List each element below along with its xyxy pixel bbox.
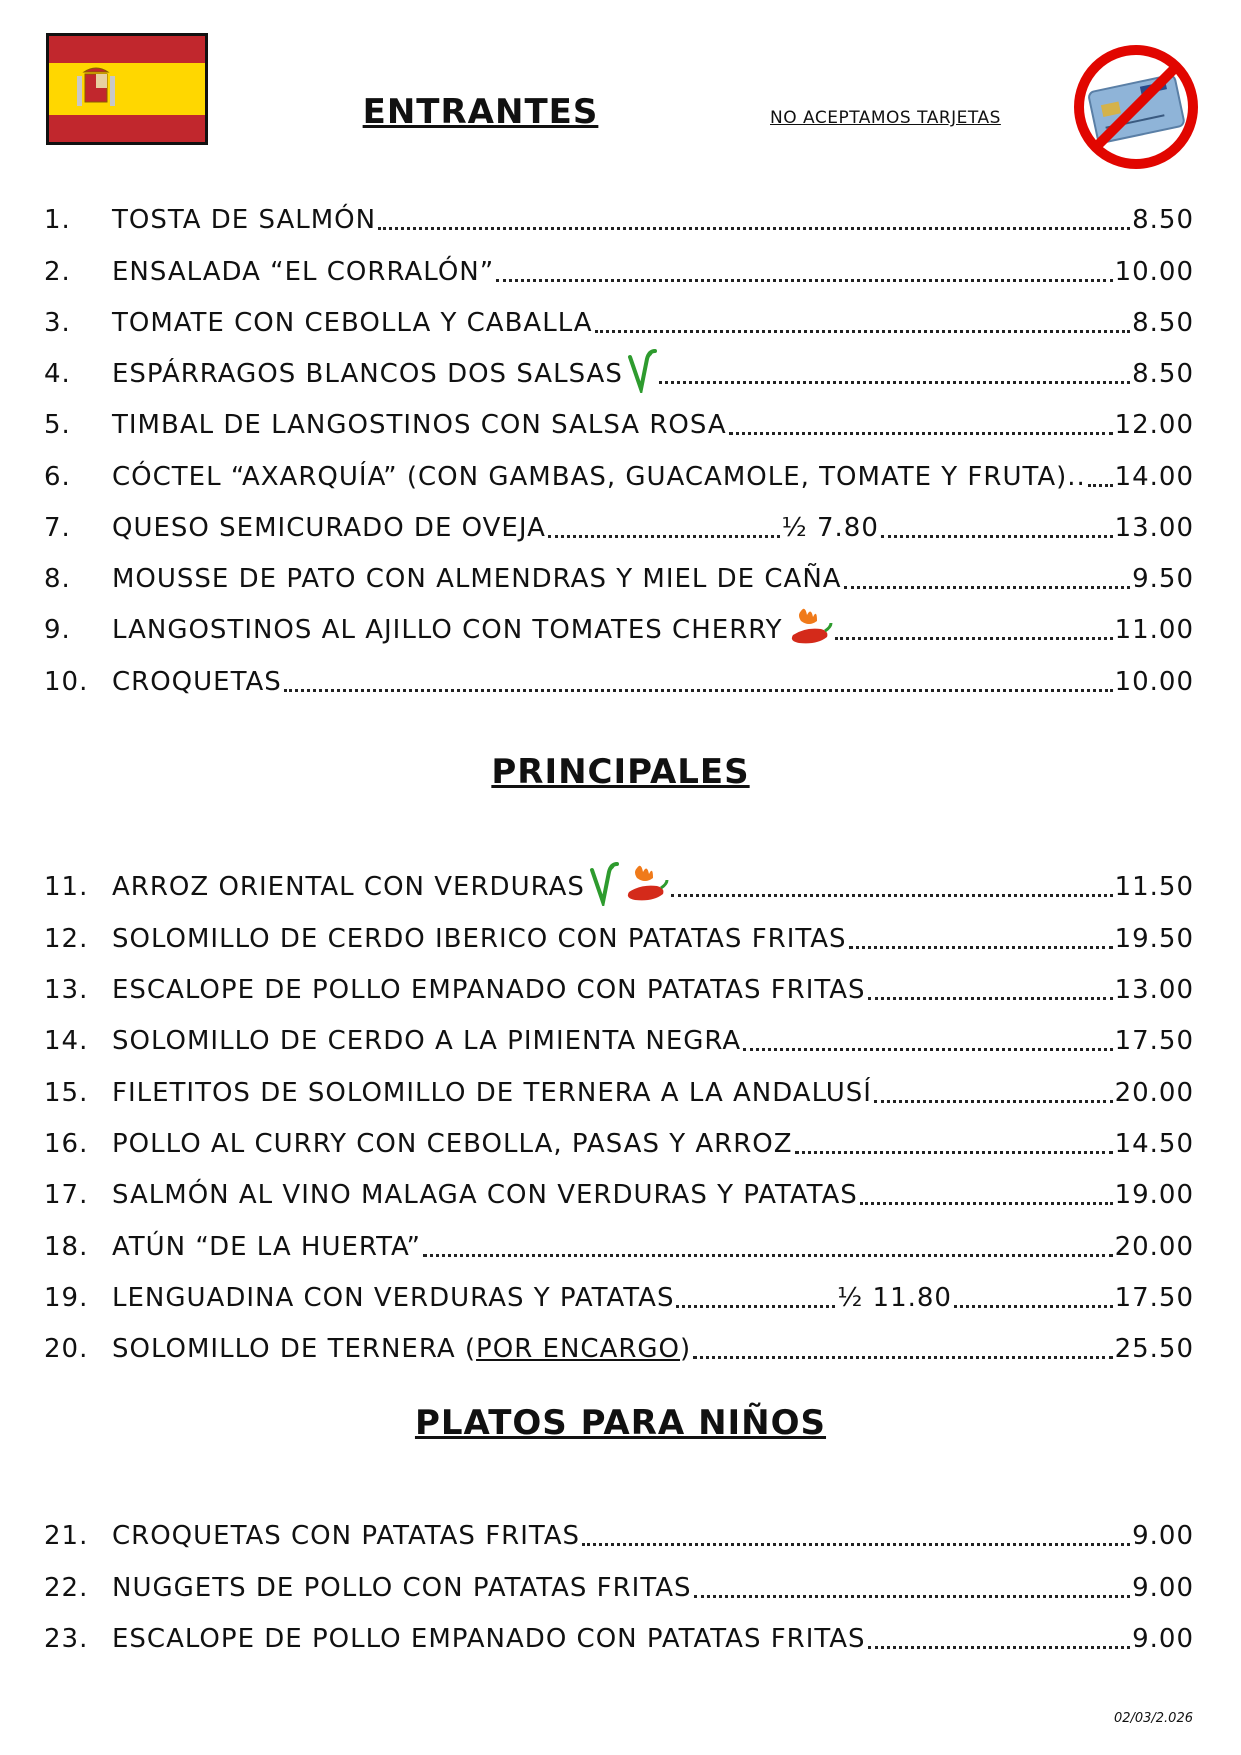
menu-item: [44, 457, 1194, 497]
item-name: SOLOMILLO DE CERDO A LA PIMIENTA NEGRA: [112, 1026, 742, 1056]
dot-leader: [659, 381, 1130, 384]
menu-item: [44, 200, 1194, 240]
item-number: 15.: [44, 1078, 89, 1108]
item-number: 23.: [44, 1624, 89, 1654]
menu-item: [44, 1124, 1194, 1164]
dot-leader: [595, 330, 1131, 333]
item-name: CÓCTEL “AXARQUÍA” (CON GAMBAS, GUACAMOLE, TOMATE Y FRUTA)..: [112, 462, 1086, 492]
dot-leader: [1088, 484, 1113, 487]
item-number: 5.: [44, 410, 71, 440]
menu-item: [44, 1619, 1194, 1659]
item-number: 20.: [44, 1334, 89, 1364]
item-price: 20.00: [1114, 1078, 1194, 1108]
dot-leader: [795, 1151, 1113, 1154]
menu-item: [44, 919, 1194, 959]
item-price: 12.00: [1114, 410, 1194, 440]
dot-leader: [868, 997, 1113, 1000]
item-name-suffix: ): [680, 1334, 692, 1364]
item-name: QUESO SEMICURADO DE OVEJA: [112, 513, 546, 543]
item-name: ENSALADA “EL CORRALÓN”: [112, 257, 495, 287]
dot-leader: [496, 279, 1112, 282]
item-name: ATÚN “DE LA HUERTA”: [112, 1232, 421, 1262]
menu-item: [44, 354, 1194, 394]
menu-item: [44, 1021, 1194, 1061]
item-icons: [627, 349, 657, 400]
item-name: SOLOMILLO DE CERDO IBERICO CON PATATAS FRITAS: [112, 924, 847, 954]
section-title-ninos: PLATOS PARA NIÑOS: [414, 1403, 827, 1443]
item-number: 17.: [44, 1180, 89, 1210]
item-number: 12.: [44, 924, 89, 954]
dot-leader: [582, 1543, 1130, 1546]
dot-leader: [671, 894, 1113, 897]
menu-item: [44, 559, 1194, 599]
item-price: 20.00: [1114, 1232, 1194, 1262]
dot-leader: [874, 1100, 1113, 1103]
spicy-pepper-icon: [623, 862, 669, 913]
item-price: 25.50: [1114, 1334, 1194, 1364]
item-price: 19.50: [1114, 924, 1194, 954]
item-number: 14.: [44, 1026, 89, 1056]
dot-leader: [844, 586, 1131, 589]
menu-item: [44, 1329, 1194, 1369]
menu-item: [44, 508, 1194, 548]
item-price: 9.50: [1132, 564, 1194, 594]
item-price: 9.00: [1132, 1573, 1194, 1603]
item-price: 8.50: [1132, 205, 1194, 235]
item-price: 11.00: [1114, 615, 1194, 645]
item-name: SALMÓN AL VINO MALAGA CON VERDURAS Y PATATAS: [112, 1180, 858, 1210]
item-name: TIMBAL DE LANGOSTINOS CON SALSA ROSA: [112, 410, 727, 440]
item-price: 14.50: [1114, 1129, 1194, 1159]
item-name: NUGGETS DE POLLO CON PATATAS FRITAS: [112, 1573, 692, 1603]
item-price: 8.50: [1132, 308, 1194, 338]
item-price: 9.00: [1132, 1521, 1194, 1551]
item-name: LENGUADINA CON VERDURAS Y PATATAS: [112, 1283, 675, 1313]
item-name: LANGOSTINOS AL AJILLO CON TOMATES CHERRY: [112, 615, 783, 645]
item-number: 21.: [44, 1521, 89, 1551]
item-number: 7.: [44, 513, 71, 543]
item-number: 18.: [44, 1232, 89, 1262]
dot-leader: [548, 535, 780, 538]
item-name-note: POR ENCARGO: [476, 1334, 681, 1364]
item-price: 8.50: [1132, 359, 1194, 389]
dot-leader: [954, 1305, 1113, 1308]
item-number: 3.: [44, 308, 71, 338]
dot-leader: [423, 1254, 1113, 1257]
dot-leader: [860, 1202, 1113, 1205]
item-number: 6.: [44, 462, 71, 492]
menu-item: [44, 1278, 1194, 1318]
item-number: 8.: [44, 564, 71, 594]
menu-item: [44, 303, 1194, 343]
item-name: ARROZ ORIENTAL CON VERDURAS: [112, 872, 585, 902]
item-name: ESCALOPE DE POLLO EMPANADO CON PATATAS FRITAS: [112, 1624, 866, 1654]
item-price: 13.00: [1114, 975, 1194, 1005]
spicy-pepper-icon: [787, 605, 833, 656]
menu-item: [44, 1175, 1194, 1215]
menu-item: [44, 662, 1194, 702]
item-number: 19.: [44, 1283, 89, 1313]
no-cards-note: NO ACEPTAMOS TARJETAS: [770, 108, 1001, 128]
menu-item: [44, 1227, 1194, 1267]
menu-item: [44, 867, 1194, 907]
no-credit-cards-icon: [1072, 43, 1200, 171]
item-name: TOSTA DE SALMÓN: [112, 205, 377, 235]
item-name: SOLOMILLO DE TERNERA (: [112, 1334, 477, 1364]
item-number: 16.: [44, 1129, 89, 1159]
item-number: 13.: [44, 975, 89, 1005]
item-number: 9.: [44, 615, 71, 645]
dot-leader: [835, 637, 1113, 640]
menu-item: [44, 1516, 1194, 1556]
item-price: 17.50: [1114, 1283, 1194, 1313]
half-portion-price: ½ 11.80: [837, 1283, 952, 1313]
dot-leader: [881, 535, 1113, 538]
dot-leader: [676, 1305, 835, 1308]
item-name: CROQUETAS CON PATATAS FRITAS: [112, 1521, 581, 1551]
item-number: 22.: [44, 1573, 89, 1603]
item-name: CROQUETAS: [112, 667, 282, 697]
item-name: TOMATE CON CEBOLLA Y CABALLA: [112, 308, 593, 338]
section-title-principales: PRINCIPALES: [491, 752, 750, 792]
item-price: 10.00: [1114, 257, 1194, 287]
item-price: 11.50: [1114, 872, 1194, 902]
dot-leader: [694, 1595, 1131, 1598]
item-number: 11.: [44, 872, 89, 902]
half-portion-price: ½ 7.80: [781, 513, 879, 543]
section-title-entrantes: ENTRANTES: [362, 92, 599, 132]
vegetarian-icon: [627, 349, 657, 400]
item-icons: [589, 862, 669, 913]
item-name: ESCALOPE DE POLLO EMPANADO CON PATATAS FRITAS: [112, 975, 866, 1005]
vegetarian-icon: [589, 862, 619, 913]
menu-item: [44, 610, 1194, 650]
item-number: 10.: [44, 667, 89, 697]
item-price: 14.00: [1114, 462, 1194, 492]
item-name: FILETITOS DE SOLOMILLO DE TERNERA A LA ANDALUSÍ: [112, 1078, 872, 1108]
item-name: MOUSSE DE PATO CON ALMENDRAS Y MIEL DE CAÑA: [112, 564, 842, 594]
menu-item: [44, 1073, 1194, 1113]
dot-leader: [743, 1048, 1112, 1051]
item-price: 9.00: [1132, 1624, 1194, 1654]
item-price: 10.00: [1114, 667, 1194, 697]
dot-leader: [693, 1356, 1112, 1359]
item-name: ESPÁRRAGOS BLANCOS DOS SALSAS: [112, 359, 623, 389]
dot-leader: [378, 227, 1130, 230]
menu-date: 02/03/2.026: [1113, 1711, 1193, 1726]
item-icons: [787, 605, 833, 656]
dot-leader: [284, 689, 1113, 692]
menu-item: [44, 970, 1194, 1010]
item-price: 13.00: [1114, 513, 1194, 543]
menu-item: [44, 252, 1194, 292]
dot-leader: [729, 432, 1113, 435]
dot-leader: [868, 1646, 1131, 1649]
item-name: POLLO AL CURRY CON CEBOLLA, PASAS Y ARROZ: [112, 1129, 793, 1159]
dot-leader: [849, 946, 1113, 949]
item-price: 17.50: [1114, 1026, 1194, 1056]
item-number: 1.: [44, 205, 71, 235]
item-number: 2.: [44, 257, 71, 287]
menu-item: [44, 1568, 1194, 1608]
item-number: 4.: [44, 359, 71, 389]
item-price: 19.00: [1114, 1180, 1194, 1210]
menu-item: [44, 405, 1194, 445]
